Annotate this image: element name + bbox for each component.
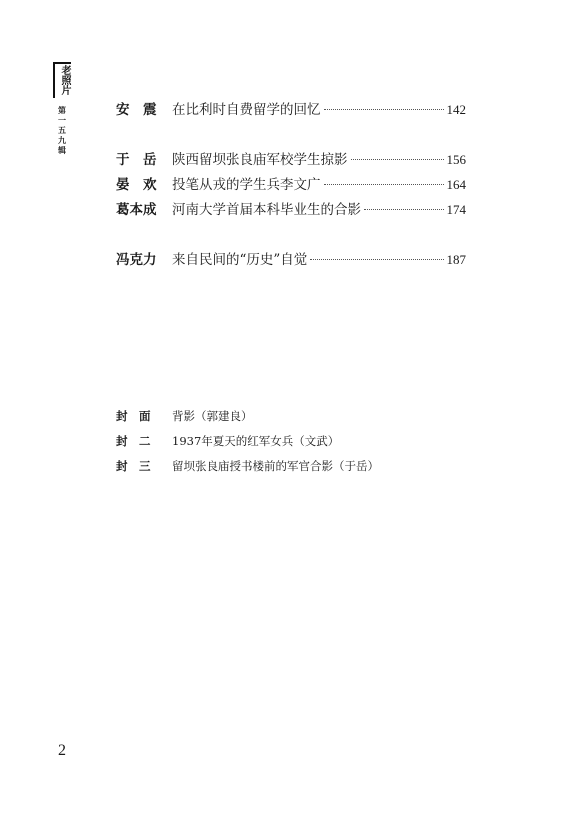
- toc-author: 葛本成: [116, 202, 157, 218]
- cover-credit-row: [116, 408, 379, 433]
- toc-title: 来自民间的“历史”自觉: [172, 252, 308, 268]
- dot-leader: [351, 158, 444, 160]
- sidebar-series-mark: [52, 62, 72, 156]
- series-logo: [53, 62, 71, 98]
- cover-credit-row: [116, 433, 379, 458]
- cover-text: 1937年夏天的红军女兵（文武）: [172, 434, 340, 448]
- toc-entry[interactable]: [116, 250, 466, 275]
- toc-entry[interactable]: [116, 100, 466, 125]
- cover-credits: [116, 408, 379, 483]
- toc-title: 河南大学首届本科毕业生的合影: [172, 202, 361, 218]
- toc-title: 在比利时自费留学的回忆: [172, 102, 321, 118]
- toc-page-number: 142: [446, 102, 466, 117]
- table-of-contents: [116, 100, 466, 275]
- toc-author: 于 岳: [116, 152, 157, 168]
- dot-leader: [364, 208, 444, 210]
- toc-author: 安 震: [116, 102, 157, 118]
- issue-label: 第一五九辑: [57, 106, 67, 156]
- toc-page-number: 164: [446, 177, 466, 192]
- toc-title: 陕西留坝张良庙军校学生掠影: [172, 152, 348, 168]
- toc-title: 投笔从戎的学生兵李文广: [172, 177, 321, 193]
- cover-label: 封 三: [116, 459, 151, 473]
- toc-page-number: 187: [446, 252, 466, 267]
- dot-leader: [324, 108, 444, 110]
- toc-page-number: 174: [446, 202, 466, 217]
- toc-page-number: 156: [446, 152, 466, 167]
- series-name: 老照片: [59, 65, 70, 95]
- page-number: 2: [58, 742, 66, 759]
- cover-text: 留坝张良庙授书楼前的军官合影（于岳）: [172, 459, 379, 473]
- cover-text: 背影（郭建良）: [172, 409, 253, 423]
- cover-label: 封 面: [116, 409, 151, 423]
- dot-leader: [310, 258, 443, 260]
- cover-label: 封 二: [116, 434, 151, 448]
- toc-entry[interactable]: [116, 200, 466, 225]
- dot-leader: [324, 183, 444, 185]
- toc-author: 晏 欢: [116, 177, 157, 193]
- toc-entry[interactable]: [116, 175, 466, 200]
- toc-entry[interactable]: [116, 150, 466, 175]
- toc-author: 冯克力: [116, 252, 157, 268]
- cover-credit-row: [116, 458, 379, 483]
